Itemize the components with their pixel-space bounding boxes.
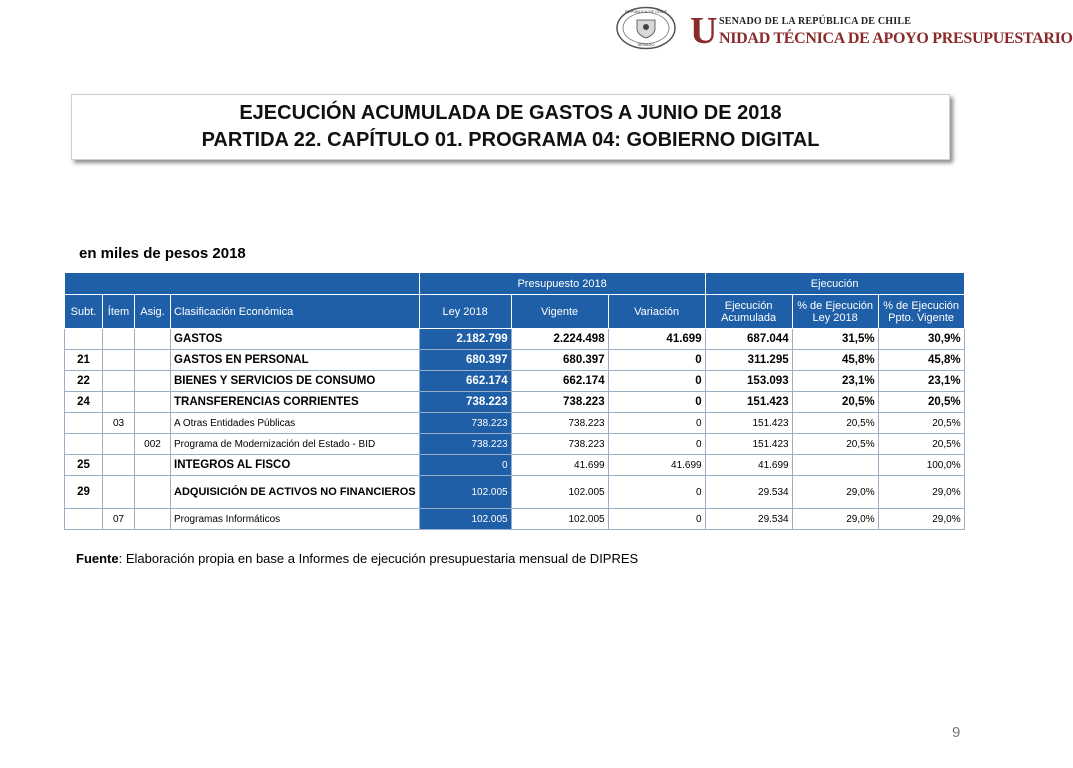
item-cell: [103, 434, 135, 455]
source-note: [76, 551, 638, 566]
clasificacion-cell: TRANSFERENCIAS CORRIENTES: [171, 392, 420, 413]
pct-vigente-header: % de Ejecución Ppto. Vigente: [878, 295, 964, 329]
pct-vigente-cell: 30,9%: [878, 329, 964, 350]
variacion-cell: 41.699: [608, 329, 705, 350]
variacion-header: Variación: [608, 295, 705, 329]
pct-vigente-cell: 29,0%: [878, 509, 964, 530]
title-box: [71, 94, 950, 160]
variacion-cell: 0: [608, 434, 705, 455]
subt-cell: [65, 329, 103, 350]
table-row: [65, 392, 965, 413]
variacion-cell: 0: [608, 476, 705, 509]
table-row: [65, 413, 965, 434]
variacion-cell: 0: [608, 509, 705, 530]
ley-cell: 738.223: [419, 413, 511, 434]
ejecucion-cell: 151.423: [705, 392, 792, 413]
svg-text:REPÚBLICA DE CHILE: REPÚBLICA DE CHILE: [624, 9, 668, 14]
variacion-cell: 0: [608, 371, 705, 392]
subt-cell: [65, 434, 103, 455]
vigente-cell: 738.223: [511, 434, 608, 455]
asig-cell: [135, 329, 171, 350]
asig-cell: [135, 413, 171, 434]
clasificacion-cell: ADQUISICIÓN DE ACTIVOS NO FINANCIEROS: [171, 476, 420, 509]
pct-ley-cell: 31,5%: [792, 329, 878, 350]
clasificacion-cell: GASTOS: [171, 329, 420, 350]
group-header-row: [65, 273, 965, 295]
item-cell: [103, 476, 135, 509]
item-cell: [103, 371, 135, 392]
ejecucion-cell: 151.423: [705, 413, 792, 434]
vigente-cell: 662.174: [511, 371, 608, 392]
item-cell: [103, 455, 135, 476]
pct-ley-cell: 23,1%: [792, 371, 878, 392]
asig-cell: [135, 392, 171, 413]
asig-cell: [135, 476, 171, 509]
variacion-cell: 0: [608, 392, 705, 413]
source-label: Fuente: [76, 551, 119, 566]
units-subtitle: en miles de pesos 2018: [79, 245, 246, 262]
item-cell: [103, 392, 135, 413]
ejecucion-group-header: Ejecución: [705, 273, 964, 295]
asig-cell: [135, 350, 171, 371]
ejecucion-cell: 151.423: [705, 434, 792, 455]
item-cell: 07: [103, 509, 135, 530]
variacion-cell: 0: [608, 413, 705, 434]
clasificacion-cell: BIENES Y SERVICIOS DE CONSUMO: [171, 371, 420, 392]
clasificacion-cell: Programas Informáticos: [171, 509, 420, 530]
asig-cell: [135, 371, 171, 392]
pct-vigente-cell: 45,8%: [878, 350, 964, 371]
asig-cell: 002: [135, 434, 171, 455]
logo-initial: U: [690, 10, 718, 52]
title-line-1: EJECUCIÓN ACUMULADA DE GASTOS A JUNIO DE 2018: [239, 102, 782, 124]
clasificacion-cell: Programa de Modernización del Estado - BID: [171, 434, 420, 455]
asig-cell: [135, 509, 171, 530]
item-header: Ítem: [103, 295, 135, 329]
pct-vigente-cell: 29,0%: [878, 476, 964, 509]
item-cell: 03: [103, 413, 135, 434]
vigente-cell: 102.005: [511, 476, 608, 509]
source-text: : Elaboración propia en base a Informes de ejecución presupuestaria mensual de DIPRES: [118, 551, 639, 566]
asig-header: Asig.: [135, 295, 171, 329]
variacion-cell: 41.699: [608, 455, 705, 476]
vigente-cell: 41.699: [511, 455, 608, 476]
ley-cell: 662.174: [419, 371, 511, 392]
table-row: [65, 434, 965, 455]
subt-cell: 29: [65, 476, 103, 509]
table-row: [65, 371, 965, 392]
subt-cell: 22: [65, 371, 103, 392]
ejecucion-cell: 41.699: [705, 455, 792, 476]
vigente-header: Vigente: [511, 295, 608, 329]
svg-text:SENADO: SENADO: [637, 42, 655, 47]
senado-seal-logo: [615, 6, 677, 50]
pct-ley-cell: 29,0%: [792, 509, 878, 530]
pct-vigente-cell: 20,5%: [878, 392, 964, 413]
pct-ley-cell: 29,0%: [792, 476, 878, 509]
subt-cell: 25: [65, 455, 103, 476]
vigente-cell: 2.224.498: [511, 329, 608, 350]
column-header-row: [65, 295, 965, 329]
logo-senado-line: SENADO DE LA REPÚBLICA DE CHILE: [719, 16, 912, 27]
title-line-2: PARTIDA 22. CAPÍTULO 01. PROGRAMA 04: GOBIERNO DIGITAL: [201, 129, 820, 151]
ley-cell: 2.182.799: [419, 329, 511, 350]
clasificacion-cell: A Otras Entidades Públicas: [171, 413, 420, 434]
subt-cell: [65, 413, 103, 434]
ley-cell: 738.223: [419, 392, 511, 413]
presupuesto-group-header: Presupuesto 2018: [419, 273, 705, 295]
pct-vigente-cell: 23,1%: [878, 371, 964, 392]
vigente-cell: 738.223: [511, 392, 608, 413]
table-row: [65, 350, 965, 371]
subt-cell: 21: [65, 350, 103, 371]
item-cell: [103, 350, 135, 371]
asig-cell: [135, 455, 171, 476]
item-cell: [103, 329, 135, 350]
subt-cell: [65, 509, 103, 530]
table-row: [65, 455, 965, 476]
pct-vigente-cell: 100,0%: [878, 455, 964, 476]
ejecucion-cell: 29.534: [705, 509, 792, 530]
subt-header: Subt.: [65, 295, 103, 329]
subt-cell: 24: [65, 392, 103, 413]
logo-unit-line: NIDAD TÉCNICA DE APOYO PRESUPUESTARIO: [719, 30, 1073, 47]
ley-cell: 102.005: [419, 476, 511, 509]
clasificacion-cell: INTEGROS AL FISCO: [171, 455, 420, 476]
table-row: [65, 509, 965, 530]
vigente-cell: 738.223: [511, 413, 608, 434]
pct-vigente-cell: 20,5%: [878, 434, 964, 455]
clasificacion-cell: GASTOS EN PERSONAL: [171, 350, 420, 371]
pct-ley-header: % de Ejecución Ley 2018: [792, 295, 878, 329]
pct-ley-cell: 45,8%: [792, 350, 878, 371]
ley-cell: 680.397: [419, 350, 511, 371]
budget-execution-table: [64, 272, 965, 530]
ejecucion-cell: 311.295: [705, 350, 792, 371]
table-row: [65, 476, 965, 509]
pct-ley-cell: 20,5%: [792, 434, 878, 455]
page-number: 9: [952, 724, 961, 741]
pct-ley-cell: [792, 455, 878, 476]
ley-header: Ley 2018: [419, 295, 511, 329]
clasificacion-header: Clasificación Económica: [171, 295, 420, 329]
variacion-cell: 0: [608, 350, 705, 371]
ejecucion-cell: 687.044: [705, 329, 792, 350]
pct-ley-cell: 20,5%: [792, 413, 878, 434]
pct-ley-cell: 20,5%: [792, 392, 878, 413]
vigente-cell: 680.397: [511, 350, 608, 371]
ley-cell: 0: [419, 455, 511, 476]
vigente-cell: 102.005: [511, 509, 608, 530]
ley-cell: 102.005: [419, 509, 511, 530]
ejecucion-cell: 153.093: [705, 371, 792, 392]
ley-cell: 738.223: [419, 434, 511, 455]
ejecucion-cell: 29.534: [705, 476, 792, 509]
table-row: [65, 329, 965, 350]
pct-vigente-cell: 20,5%: [878, 413, 964, 434]
ejecucion-acumulada-header: Ejecución Acumulada: [705, 295, 792, 329]
blank-header: [65, 273, 420, 295]
